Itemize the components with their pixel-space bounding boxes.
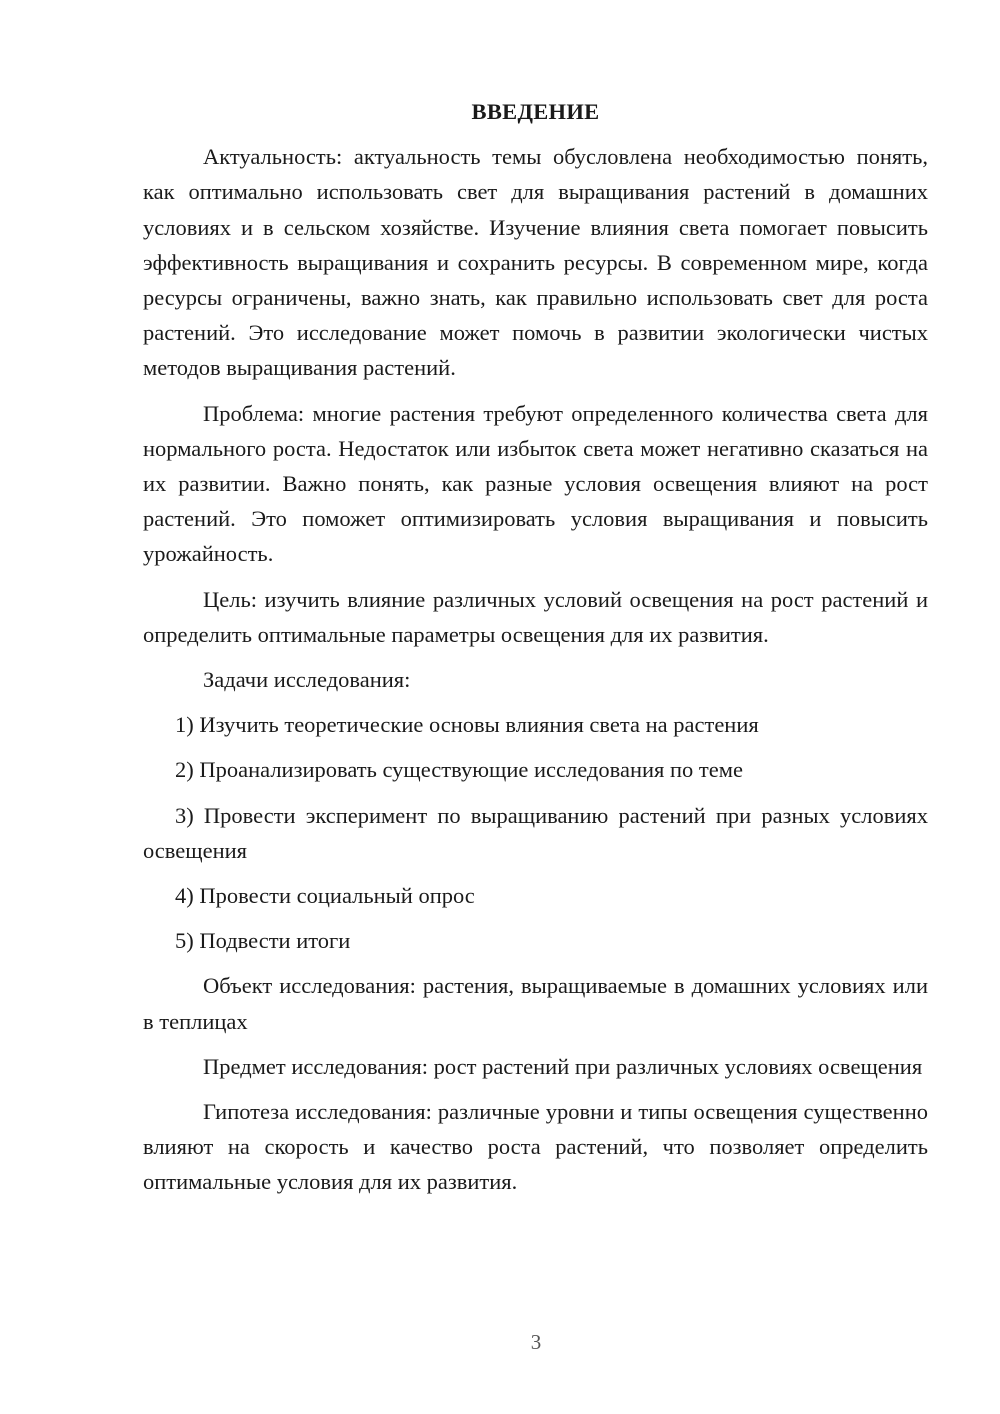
task-item: 5) Подвести итоги <box>175 928 351 954</box>
relevance-paragraph: Актуальность: актуальность темы обусловлена необходимостью понять, как оптимально использовать свет для выращивания растений в домашних условиях и в сельском хозяйстве. Изучение влияния света помогает повысить эффективность выращивания и сохранить ресурсы. В современном мире, когда ресурсы ограничены, важно знать, как правильно использовать свет для роста растений. Это исследование может помочь в развитии экологически чистых методов выращивания растений. <box>143 144 928 381</box>
task-item: 3) Провести эксперимент по выращиванию растений при разных условиях освещения <box>143 802 928 863</box>
section-title: ВВЕДЕНИЕ <box>471 99 600 124</box>
task-item: 1) Изучить теоретические основы влияния света на растения <box>175 712 759 738</box>
object-paragraph: Объект исследования: растения, выращиваемые в домашних условиях или в теплицах <box>143 973 928 1034</box>
problem-paragraph: Проблема: многие растения требуют определенного количества света для нормального роста. Недостаток или избыток света может негативно сказаться на их развитии. Важно понять, как разные условия освещения влияют на рост растений. Это поможет оптимизировать условия выращивания и повысить урожайность. <box>143 400 928 567</box>
page-number: 3 <box>530 1330 542 1354</box>
subject-paragraph: Предмет исследования: рост растений при различных условиях освещения <box>203 1053 923 1079</box>
page-content <box>143 94 928 1210</box>
task-item: 4) Провести социальный опрос <box>175 883 475 909</box>
tasks-heading: Задачи исследования: <box>203 667 411 693</box>
task-item: 2) Проанализировать существующие исследования по теме <box>175 757 743 783</box>
hypothesis-paragraph: Гипотеза исследования: различные уровни и типы освещения существенно влияют на скорость и качество роста растений, что позволяет определить оптимальные условия для их развития. <box>143 1099 928 1195</box>
goal-paragraph: Цель: изучить влияние различных условий освещения на рост растений и определить оптимальные параметры освещения для их развития. <box>143 586 928 647</box>
